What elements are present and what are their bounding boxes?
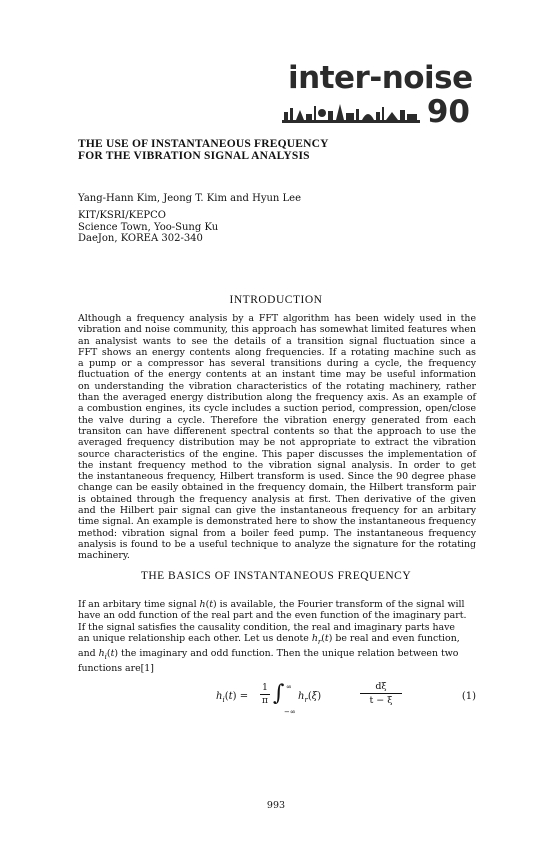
equation-number: (1)	[461, 691, 476, 702]
body-line: machinery.	[78, 550, 130, 562]
body-line: FFT shows an energy contents along frequencies. If a rotating machine such as	[78, 346, 476, 358]
body-line: an unique relationship each other. Let us denote $h_r(t)$ be real and even function,	[78, 632, 460, 646]
body-line: and $h_i(t)$ the imaginary and odd function. Then the unique relation between two	[78, 648, 459, 661]
body-line: averaged frequency distribution may be not appropriate to extract the vibration	[78, 437, 476, 449]
body-line: fluctuation of the energy contents at an instant time may be useful information	[78, 369, 476, 381]
conference-logo	[282, 60, 473, 132]
equation-lhs: $h_i(t)$ =	[216, 691, 249, 704]
fraction-numerator: dξ	[375, 681, 387, 692]
body-line: than the averaged energy distribution along the frequency axis. As an example of	[78, 392, 476, 404]
coef-numerator: 1	[262, 683, 268, 693]
body-line: If an arbitary time signal h(t) is available, the Fourier transform of the signal will	[78, 599, 465, 610]
skyline-graphic	[282, 100, 420, 128]
body-line: the valve during a cycle. Therefore the vibration energy generated from each	[78, 414, 476, 426]
integral-lower-limit: −∞	[284, 708, 296, 716]
body-line: and the Hilbert pair signal can give the instantaneous frequency for an arbitary	[78, 505, 476, 517]
body-line: a pump or a compressor has several transitions during a cycle, the frequency	[78, 358, 476, 370]
integral-upper-limit: ∞	[286, 683, 292, 691]
integral-sign: ∫	[273, 681, 285, 706]
equation-1	[78, 683, 476, 723]
body-line: the instantaneous frequency, Hilbert transform is used. Since the 90 degree phase	[78, 471, 476, 483]
basics-heading: THE BASICS OF INSTANTANEOUS FREQUENCY	[140, 570, 412, 582]
logo-year: 90	[426, 94, 470, 130]
affiliation-line: DaeJon, KOREA 302-340	[78, 233, 203, 244]
fraction-denominator: t − ξ	[369, 695, 393, 706]
equation-coefficient	[260, 683, 270, 706]
logo-wordmark: inter-noise	[288, 60, 473, 96]
body-line: Although a frequency analysis by a FFT algorithm has been widely used in the	[78, 313, 476, 324]
body-line: change can be easily obtained in the frequency domain, the Hilbert transform pair	[78, 482, 476, 494]
coef-denominator: π	[262, 696, 268, 706]
affiliation-line: Science Town, Yoo-Sung Ku	[78, 221, 219, 233]
body-line: an analysist wants to see the details of a transition signal fluctuation since a	[78, 335, 476, 347]
basics-body	[78, 599, 476, 675]
body-line: is obtained through the frequency analysis at first. Then derivative of the given	[78, 493, 476, 505]
authors: Yang-Hann Kim, Jeong T. Kim and Hyun Lee	[78, 193, 302, 204]
body-line: method: vibration signal from a boiler feed pump. The instantaneous frequency	[78, 527, 476, 539]
body-line: analysis is found to be a useful technique to analyze the signature for the rotating	[78, 538, 476, 550]
body-line: time signal. An example is demonstrated here to show the instantaneous frequency	[78, 516, 476, 528]
introduction-heading: INTRODUCTION	[229, 294, 323, 306]
body-line: on understanding the vibration characteristics of the rotating machinery, rather	[78, 380, 476, 392]
page-number: 993	[266, 800, 286, 811]
body-line: If the signal satisfies the causality condition, the real and imaginary parts have	[78, 621, 455, 633]
affiliation-line: KIT/KSRI/KEPCO	[78, 210, 166, 221]
fraction-line	[360, 693, 402, 694]
title-line: FOR THE VIBRATION SIGNAL ANALYSIS	[78, 150, 310, 162]
paper-title	[78, 138, 478, 162]
body-line: have an odd function of the real part and the even function of the imaginary part.	[78, 610, 467, 622]
body-line: source characteristics of the engine. This paper discusses the implementation of	[78, 448, 476, 460]
title-line: THE USE OF INSTANTANEOUS FREQUENCY	[78, 138, 329, 150]
body-line: the instant frequency method to the vibration signal analysis. In order to get	[78, 459, 476, 471]
introduction-body	[78, 313, 476, 562]
body-line: a combustion engines, its cycle includes a suction period, compression, open/close	[78, 403, 476, 415]
integrand: $h_r(\xi)$	[298, 691, 322, 704]
equation-fraction	[360, 681, 402, 706]
affiliation	[78, 210, 218, 245]
body-line: functions are[1]	[78, 663, 154, 675]
body-line: transiton can have differenent spectral contents so that the approach to use the	[78, 425, 476, 437]
body-line: vibration and noise community, this approach has somewhat limited features when	[78, 324, 476, 336]
fraction-line	[260, 694, 270, 695]
